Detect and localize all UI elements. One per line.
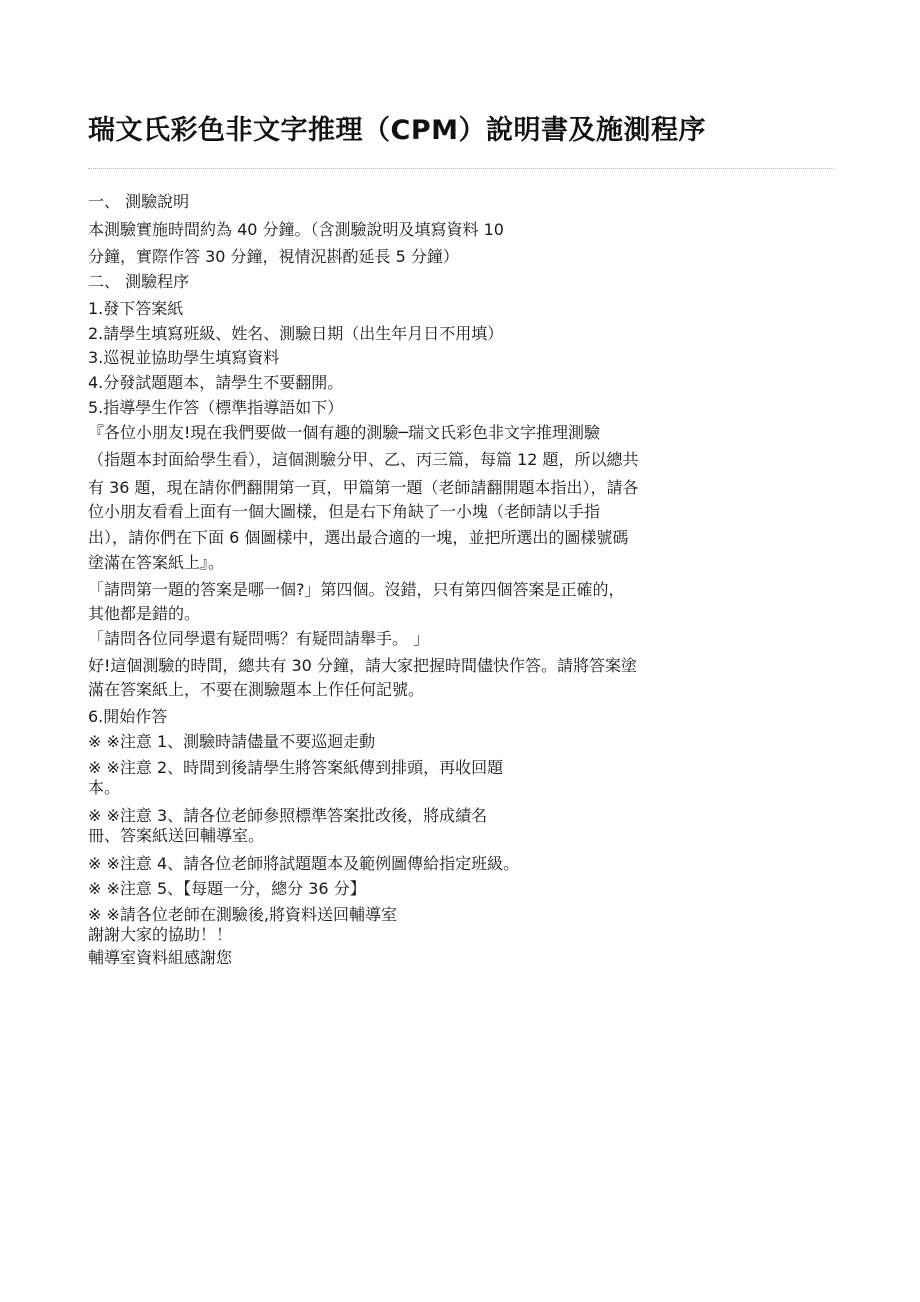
note-line: 冊、答案紙送回輔導室。 (88, 826, 265, 845)
note-line: ※ ※請各位老師在測驗後,將資料送回輔導室 (88, 905, 397, 924)
procedure-step: 1.發下答案紙 (88, 299, 184, 318)
script-line: 「請問各位同學還有疑問嗎？有疑問請舉手。 」 (88, 629, 430, 648)
script-line: 『各位小朋友!現在我們要做一個有趣的測驗─瑞文氏彩色非文字推理測驗 (88, 423, 601, 442)
note-line: ※ ※注意 3、請各位老師參照標準答案批改後，將成績名 (88, 806, 488, 825)
body-line: 本測驗實施時間約為 40 分鐘。（含測驗說明及填寫資料 10 (88, 220, 504, 239)
procedure-step: 4.分發試題題本，請學生不要翻開。 (88, 373, 344, 392)
procedure-step: 5.指導學生作答（標準指導語如下） (88, 398, 344, 417)
title-divider (88, 168, 834, 169)
script-line: 好!這個測驗的時間，總共有 30 分鐘，請大家把握時間儘快作答。請將答案塗 (88, 656, 637, 675)
page-title: 瑞文氏彩色非文字推理（CPM）說明書及施測程序 (88, 115, 706, 146)
script-line: 其他都是錯的。 (88, 604, 201, 623)
note-line: 本。 (88, 778, 121, 797)
body-line: 分鐘，實際作答 30 分鐘，視情況斟酌延長 5 分鐘） (88, 247, 459, 266)
note-line: ※ ※注意 2、時間到後請學生將答案紙傳到排頭，再收回題 (88, 758, 504, 777)
closing-line: 謝謝大家的協助！！ (88, 925, 233, 944)
note-line: ※ ※注意 5、【每題一分，總分 36 分】 (88, 879, 366, 898)
procedure-step: 6.開始作答 (88, 707, 168, 726)
script-line: 滿在答案紙上，不要在測驗題本上作任何記號。 (88, 680, 425, 699)
section-heading-procedure: 二、 測驗程序 (88, 272, 190, 291)
script-line: 出），請你們在下面 6 個圖樣中，選出最合適的一塊，並把所選出的圖樣號碼 (88, 528, 629, 547)
procedure-step: 2.請學生填寫班級、姓名、測驗日期（出生年月日不用填） (88, 324, 504, 343)
closing-signature: 輔導室資料組感謝您 (88, 948, 233, 967)
script-line: （指題本封面給學生看），這個測驗分甲、乙、丙三篇，每篇 12 題，所以總共 (88, 450, 639, 469)
procedure-step: 3.巡視並協助學生填寫資料 (88, 348, 280, 367)
note-line: ※ ※注意 4、請各位老師將試題題本及範例圖傳給指定班級。 (88, 854, 520, 873)
script-line: 塗滿在答案紙上』。 (88, 553, 225, 572)
script-line: 位小朋友看看上面有一個大圖樣，但是右下角缺了一小塊（老師請以手指 (88, 502, 601, 521)
script-line: 「請問第一題的答案是哪一個?」第四個。沒錯，只有第四個答案是正確的， (88, 580, 625, 599)
note-line: ※ ※注意 1、測驗時請儘量不要巡迴走動 (88, 732, 376, 751)
script-line: 有 36 題，現在請你們翻開第一頁，甲篇第一題（老師請翻開題本指出），請各 (88, 478, 639, 497)
section-heading-instructions: 一、 測驗說明 (88, 192, 190, 211)
